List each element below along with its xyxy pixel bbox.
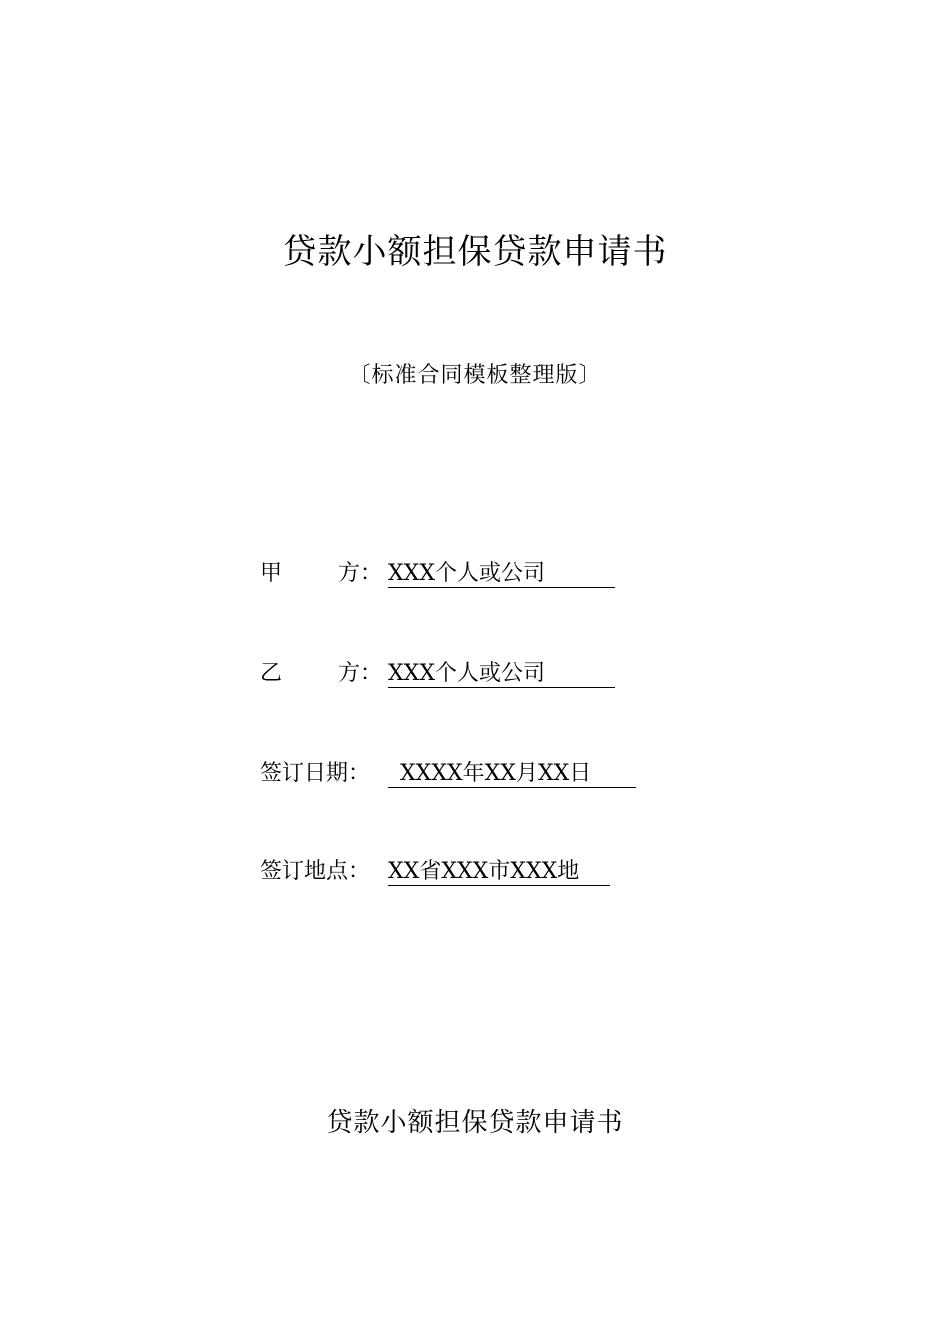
party-b-row	[260, 658, 615, 690]
party-b-label	[260, 658, 388, 690]
document-title: 贷款小额担保贷款申请书	[282, 232, 668, 272]
sign-place-row	[260, 856, 610, 888]
party-a-label-last: 方：	[338, 561, 383, 586]
party-a-label-first: 甲	[260, 561, 283, 586]
party-a-label	[260, 558, 388, 590]
sign-place-value: XX省XXX市XXX地	[388, 859, 610, 886]
party-b-value: XXX个人或公司	[388, 661, 615, 688]
sign-date-label: 签订日期：	[260, 761, 371, 786]
sign-date-row	[260, 758, 636, 790]
party-a-row	[260, 558, 615, 590]
party-a-value: XXX个人或公司	[388, 561, 615, 588]
party-b-label-first: 乙	[260, 661, 283, 686]
sign-date-value: XXXX年XX月XX日	[388, 761, 636, 788]
document-subtitle: 〔标准合同模板整理版〕	[348, 363, 602, 388]
sign-place-label: 签订地点：	[260, 859, 371, 884]
section-heading: 贷款小额担保贷款申请书	[326, 1108, 624, 1138]
party-b-label-last: 方：	[338, 661, 383, 686]
